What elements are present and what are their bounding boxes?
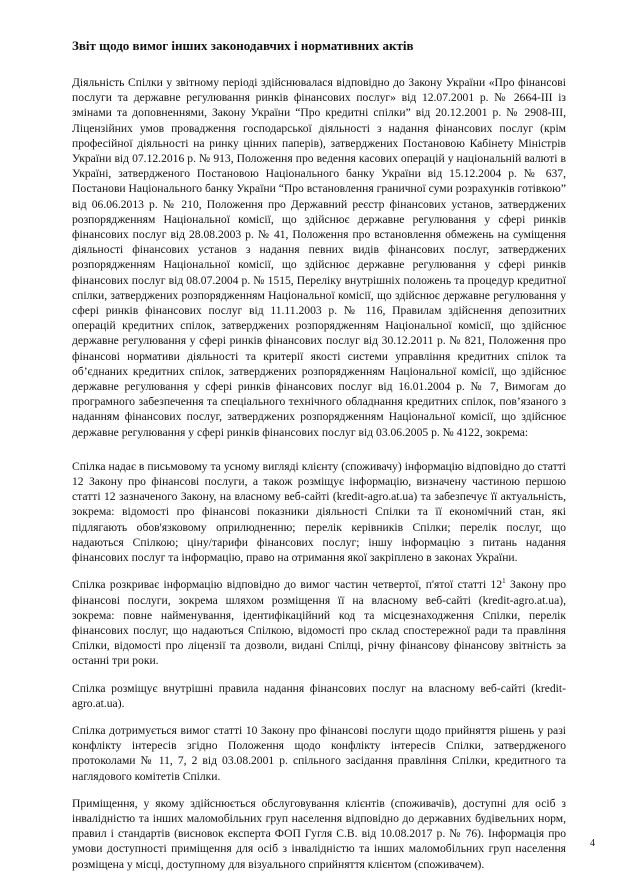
section-heading: Звіт щодо вимог інших законодавчих і нормативних актів — [72, 38, 414, 53]
paragraph-disclosure — [72, 577, 566, 668]
page-number: 4 — [590, 838, 595, 849]
paragraph-client-information: Спілка надає в письмовому та усному вигляді клієнту (споживачу) інформацію відповідно до статті 12 Закону про фінансові послуги, а також розміщує інформацію, визначену частиною першою статті 12 зазначеного Закону, на власному веб-сайті (kredit-agro.at.ua) та забезпечує її актуальність, зокрема: відомості про фінансові показники діяльності Спілки та її економічний стан, які підлягають обов'язковому оприлюдненню; перелік керівників Спілки; перелік послуг, що надаються Спілкою; ціну/тарифи фінансових послуг; іншу інформацію з питань надання фінансових послуг та інформацію, право на отримання якої закріплено в законах України. — [72, 459, 566, 565]
paragraph-conflict-of-interest: Спілка дотримується вимог статті 10 Закону про фінансові послуги щодо прийняття рішень у разі конфлікту інтересів згідно Положення щодо конфлікту інтересів Спілки, затвердженого протоколами № 11, 7, 2 від 03.08.2001 р. спільного засідання правління Спілки, кредитного та наглядового комітетів Спілки. — [72, 723, 566, 783]
paragraph-accessibility: Приміщення, у якому здійснюється обслуговування клієнтів (споживачів), доступні для осіб з інвалідністю та інших маломобільних груп населення відповідно до державних будівельних норм, правил і стандартів (висновок експерта ФОП Гугля С.В. від 10.08.2017 р. № 76). Інформація про умови доступності приміщення для осіб з інвалідністю та інших маломобільних груп населення розміщена у місці, доступному для візуального сприйняття клієнтом (споживачем). — [72, 796, 566, 871]
paragraph-disclosure-rest: Закону про фінансові послуги, зокрема шляхом розміщення її на власному веб-сайті (kredit-agro.at.ua), зокрема: повне найменування, ідентифікаційний код та місцезнаходження Спілки, перелік фінансових послуг, що надаються Спілкою, відомості про склад спостережної ради та правління Спілки, відомості про ліцензії та дозволи, видані Спілці, річну фінансову фінансову звітність за останні три роки. — [72, 578, 566, 668]
paragraph-legal-basis: Діяльність Спілки у звітному періоді здійснювалася відповідно до Закону України «Про фінансові послуги та державне регулювання ринків фінансових послуг» від 12.07.2001 р. № 2664-ІІІ із змінами та доповненнями, Закону України “Про кредитні спілки” від 20.12.2001 р. № 2908-ІІІ, Ліцензійних умов провадження господарської діяльності з надання фінансових послуг (крім професійної діяльності на ринку цінних паперів), затверджених Постановою Кабінету Міністрів України від 07.12.2016 р. № 913, Положення про ведення касових операцій у національній валюті в Україні, затвердженого Постановою Національного банку України від 15.12.2004 р. № 637, Постанови Національного банку України “Про встановлення граничної суми розрахунків готівкою” від 06.06.2013 р. № 210, Положення про Державний реєстр фінансових установ, затверджених розпорядженням Національної комісії, що здійснює державне регулювання у сфері ринків фінансових послуг від 28.08.2003 р. № 41, Положення про встановлення обмежень на суміщення діяльності фінансових установ з надання певних видів фінансових послуг, затверджених розпорядженням Національної комісії, що здійснює державне регулювання у сфері ринків фінансових послуг від 08.07.2004 р. № 1515, Переліку внутрішніх положень та процедур кредитної спілки, затверджених розпорядженням Національної комісії, що здійснює державне регулювання у сфері ринків фінансових послуг від 11.11.2003 р. № 116, Правилам здійснення депозитних операцій кредитних спілок, затверджених розпорядженням Національної комісії, що здійснює державне регулювання у сфері ринків фінансових послуг від 30.12.2011 р. № 821, Положення про фінансові нормативи діяльності та критерії якості системи управління кредитних спілок та об’єднаних кредитних спілок, затверджених розпорядженням Національної комісії, що здійснює державне регулювання у сфері ринків фінансових послуг від 16.01.2004 р. № 7, Вимогам до програмного забезпечення та спеціального технічного обладнання кредитних спілок, пов’язаного з наданням фінансових послуг, затверджених розпорядженням Національної комісії, що здійснює державне регулювання у сфері ринків фінансових послуг від 03.06.2005 р. № 4122, зокрема: — [72, 76, 566, 439]
article-superscript: 1 — [502, 577, 506, 586]
paragraph-internal-rules: Спілка розміщує внутрішні правила надання фінансових послуг на власному веб-сайті (kredit-agro.at.ua). — [72, 681, 566, 710]
paragraph-disclosure-start: Спілка розкриває інформацію відповідно до вимог частин четвертої, п'ятої статті 12 — [72, 578, 503, 592]
document-page — [72, 38, 566, 886]
